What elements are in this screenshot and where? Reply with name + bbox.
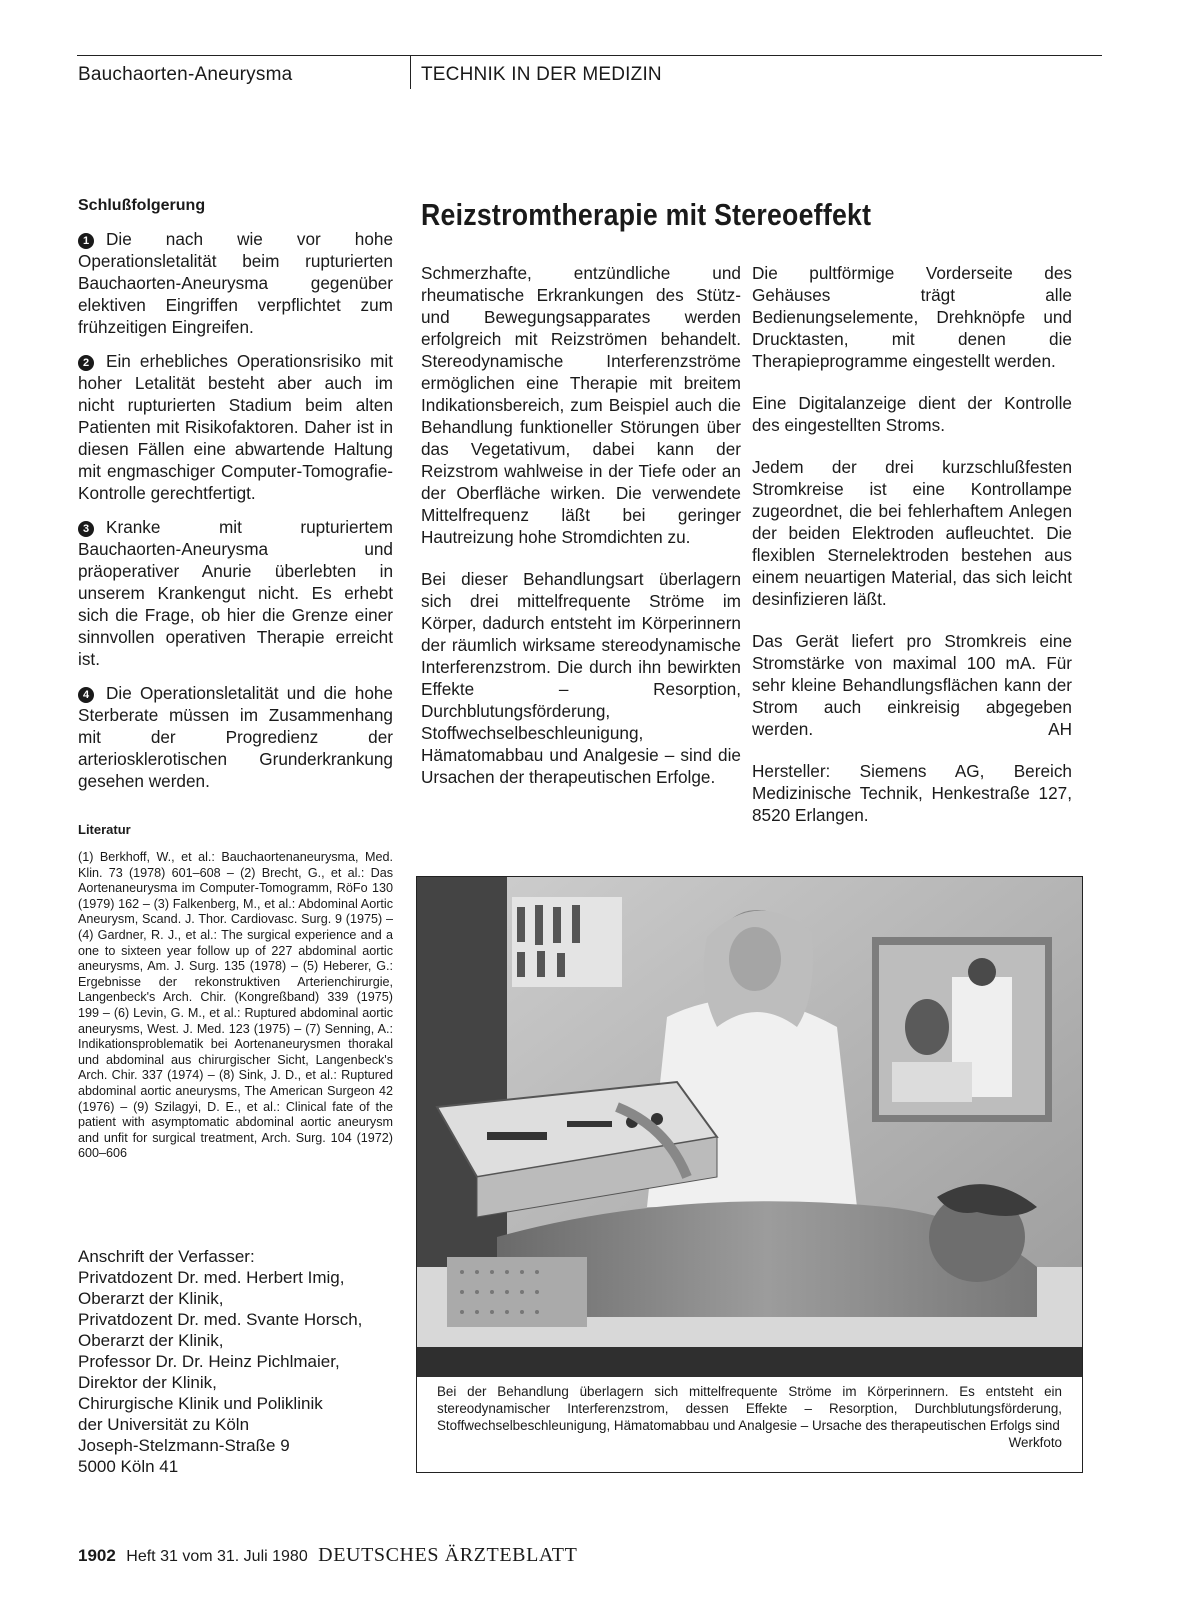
point-text: Die nach wie vor hohe Operationsletalität beim rupturierten Bauchaorten-Aneurysma gegenüber elektiven Eingriffen verpflichtet zum frühzeitigen Eingreifen. [78,229,393,337]
article-paragraph: Bei dieser Behandlungsart überlagern sich drei mittelfrequente Ströme im Körper, dadurch entsteht im Körperinnern der räumlich wirksame stereodynamische Interferenzstrom. Die durch ihn bewirkten Effekte – Resorption, Durchblutungsförderung, Stoffwechselbeschleunigung, Hämatomabbau und Analgesie – sind die Ursachen der therapeutischen Erfolge. [421,569,741,787]
point-text: Kranke mit rupturiertem Bauchaorten-Aneurysma und präoperativer Anurie überlebten in unserem Krankengut nicht. Es erhebt sich die Frage, ob hier die Grenze einer sinnvollen operativen Therapie erreicht ist. [78,517,393,669]
conclusion-points [78,228,393,804]
address-line: Anschrift der Verfasser: [78,1247,255,1266]
literature-list: (1) Berkhoff, W., et al.: Bauchaortenaneurysma, Med. Klin. 73 (1978) 601–608 – (2) Brecht, G., et al.: Das Aortenaneurysma im Computer-Tomogramm, RöFo 130 (1979) 162 – (3) Falkenberg, M., et al.: Abdominal Aortic Aneurysm, Scand. J. Thor. Cardiovasc. Surg. 9 (1975) – (4) Gardner, R. J., et al.: The surgical experience and a one to sixteen year follow up of 227 abdominal aortic aneurysms, Am. J. Surg. 135 (1978) – (5) Heberer, G.: Ergebnisse der rekonstruktiven Arterienchirurgie, Langenbeck's Arch. Chir. (Kongreßband) 339 (1975) 199 – (6) Levin, G. M., et al.: Ruptured abdominal aortic aneurysms, West. J. Med. 123 (1975) – (7) Senning, A.: Indikationsproblematik bei Aortenaneurysmen thorakal und abdominal aus chirurgischer Sicht, Langenbeck's Arch. Chir. 337 (1974) – (8) Sink, J. D., et al.: Ruptured abdominal aortic aneurysms, The American Surgeon 42 (1976) – (9) Szilagyi, D. E., et al.: Clinical fate of the patient with asymptomatic abdominal aortic aneurysm and unfit for surgical treatment, Arch. Surg. 104 (1972) 600–606 [78,850,393,1161]
running-title-left: Bauchaorten-Aneurysma [78,64,293,85]
journal-name: DEUTSCHES ÄRZTEBLATT [318,1544,578,1566]
header-divider [410,55,411,89]
page-footer [78,1544,577,1567]
address-line: Direktor der Klinik, [78,1373,217,1392]
conclusion-point [78,350,393,504]
conclusion-point [78,682,393,792]
paragraph-text: Das Gerät liefert pro Stromkreis eine Stromstärke von maximal 100 mA. Für sehr kleine Behandlungsflächen kann der Strom auch einkreisig abgegeben werden. [752,631,1072,739]
article-title: Reizstromtherapie mit Stereoeffekt [421,197,872,232]
article-paragraph: Jedem der drei kurzschlußfesten Stromkreise ist eine Kontrollampe zugeordnet, die bei fehlerhaftem Anlegen der beiden Elektroden aufleuchtet. Die flexiblen Sternelektroden bestehen aus einem neuartigen Material, das sich leicht desinfizieren läßt. [752,457,1072,609]
address-line: Chirurgische Klinik und Poliklinik [78,1394,323,1413]
caption-text: Bei der Behandlung überlagern sich mittelfrequente Ströme im Körperinnern. Es entsteht ein stereodynamischer Interferenzstrom, dessen Effekte – Resorption, Durchblutungsförderung, Stoffwechselbeschleunigung, Hämatomabbau und Analgesie – Ursache des therapeutischen Erfolgs sind [437,1384,1062,1433]
therapy-photo [417,877,1082,1377]
point-number-badge: 1 [78,233,94,249]
photo-credit: Werkfoto [1008,1435,1062,1450]
address-line: 5000 Köln 41 [78,1457,179,1476]
page-number: 1902 [78,1546,116,1565]
conclusion-heading: Schlußfolgerung [78,197,206,214]
article-paragraph: Die pultförmige Vorderseite des Gehäuses trägt alle Bedienungselemente, Drehknöpfe und Drucktasten, mit denen die Therapieprogramme eingestellt werden. [752,263,1072,371]
article-figure [416,876,1083,1473]
address-line: Privatdozent Dr. med. Herbert Imig, [78,1268,345,1287]
article-column-2 [752,262,1072,846]
figure-caption [437,1383,1062,1451]
author-signature: AH [1048,719,1072,739]
author-address [78,1246,393,1477]
point-text: Die Operationsletalität und die hohe Sterberate müssen im Zusammenhang mit der Progredienz der arteriosklerotischen Grunderkrankung gesehen werden. [78,683,393,791]
article-paragraph: Eine Digitalanzeige dient der Kontrolle des eingestellten Stroms. [752,393,1072,435]
header-rule [77,55,1102,56]
conclusion-point [78,516,393,670]
issue-info: Heft 31 vom 31. Juli 1980 [126,1548,308,1565]
point-number-badge: 3 [78,521,94,537]
address-line: Oberarzt der Klinik, [78,1331,224,1350]
point-number-badge: 2 [78,355,94,371]
article-paragraph-last [752,630,1072,740]
point-number-badge: 4 [78,687,94,703]
address-line: Joseph-Stelzmann-Straße 9 [78,1436,290,1455]
running-title-right: TECHNIK IN DER MEDIZIN [421,64,662,85]
article-paragraph: Schmerzhafte, entzündliche und rheumatische Erkrankungen des Stütz- und Bewegungsapparates werden erfolgreich mit Reizströmen behandelt. Stereodynamische Interferenzströme ermöglichen eine Therapie mit breitem Indikationsbereich, zum Beispiel auch die Behandlung funktioneller Störungen über das Vegetativum, dabei kann der Reizstrom wahlweise in der Tiefe oder an der Oberfläche wirken. Die verwendete Mittelfrequenz läßt bei geringer Hautreizung hohe Stromdichten zu. [421,263,741,547]
literature-heading: Literatur [78,822,131,837]
article-column-1 [421,262,741,808]
point-text: Ein erhebliches Operationsrisiko mit hoher Letalität besteht aber auch im nicht rupturierten Stadium beim alten Patienten mit Risikofaktoren. Daher ist in diesen Fällen eine abwartende Haltung mit engmaschiger Computer-Tomografie-Kontrolle gerechtfertigt. [78,351,393,503]
conclusion-point [78,228,393,338]
address-line: Oberarzt der Klinik, [78,1289,224,1308]
address-line: der Universität zu Köln [78,1415,250,1434]
manufacturer-note: Hersteller: Siemens AG, Bereich Medizinische Technik, Henkestraße 127, 8520 Erlangen. [752,761,1072,825]
address-line: Privatdozent Dr. med. Svante Horsch, [78,1310,363,1329]
address-line: Professor Dr. Dr. Heinz Pichlmaier, [78,1352,340,1371]
